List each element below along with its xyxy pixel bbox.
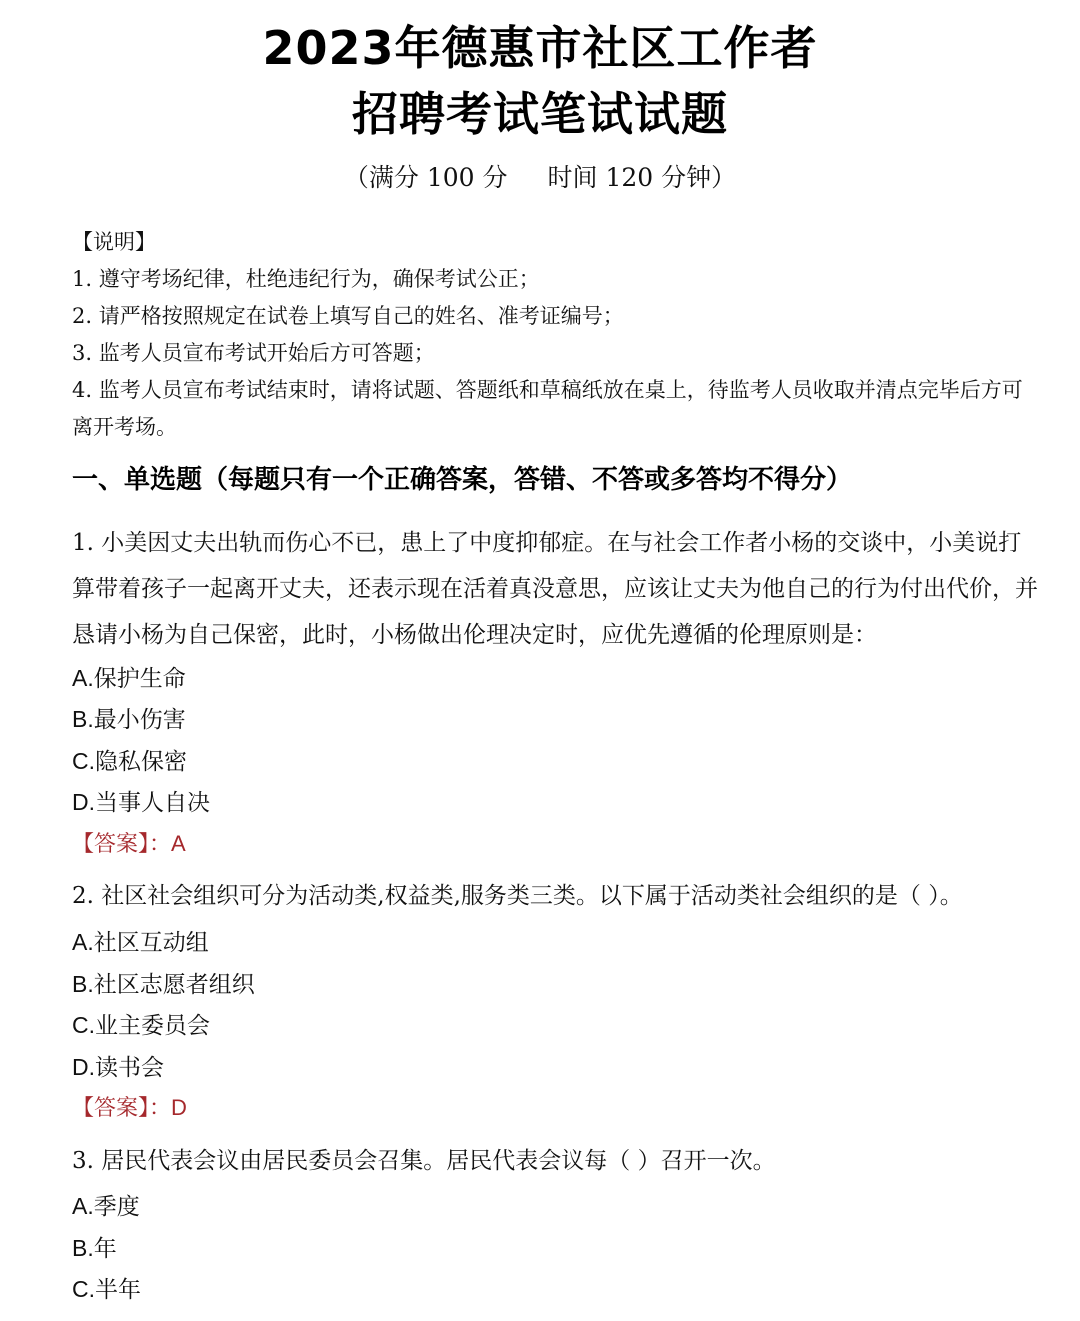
instructions [72,224,1037,446]
question-2-option-b: B.社区志愿者组织 [72,971,255,997]
score-info: （满分 100 分 [343,163,508,192]
question-2-answer [72,1093,187,1124]
question-3-option-a: A.季度 [72,1193,140,1219]
page-title-line2: 招聘考试笔试试题 [352,87,728,141]
question-3-text: 3. 居民代表会议由居民委员会召集。居民代表会议每（ ）召开一次。 [72,1148,776,1174]
question-2-option-d: D.读书会 [72,1054,164,1080]
exam-meta [0,160,1080,196]
answer-label: 【答案】： [72,1096,172,1121]
question-2-option-a: A.社区互动组 [72,929,209,955]
question-1-option-b: B.最小伤害 [72,706,186,732]
question-1-text: 1. 小美因丈夫出轨而伤心不已，患上了中度抑郁症。在与社会工作者小杨的交谈中，小美说打算带着孩子一起离开丈夫，还表示现在活着真没意思，应该让丈夫为他自己的行为付出代价，并恳请小杨为自己保密，此时，小杨做出伦理决定时，应优先遵循的伦理原则是： [72,530,1038,648]
question-1-answer [72,829,186,860]
instruction-item: 2. 请严格按照规定在试卷上填写自己的姓名、准考证编号； [72,304,624,328]
answer-value: A [171,831,186,856]
time-info: 时间 120 分钟） [547,163,737,192]
instruction-item: 1. 遵守考场纪律，杜绝违纪行为，确保考试公正； [72,267,540,291]
instructions-heading: 【说明】 [72,230,156,254]
instruction-item: 4. 监考人员宣布考试结束时，请将试题、答题纸和草稿纸放在桌上，待监考人员收取并清点完毕后方可离开考场。 [72,378,1023,439]
question-1-option-d: D.当事人自决 [72,789,210,815]
question-1-option-c: C.隐私保密 [72,748,187,774]
answer-label: 【答案】： [72,832,172,857]
question-1-option-a: A.保护生命 [72,665,186,691]
question-3-option-c: C.半年 [72,1276,141,1302]
answer-value: D [171,1095,187,1120]
question-3-option-b: B.年 [72,1235,117,1261]
question-2-option-c: C.业主委员会 [72,1012,210,1038]
section-title: 一、单选题（每题只有一个正确答案，答错、不答或多答均不得分） [72,465,853,495]
instruction-item: 3. 监考人员宣布考试开始后方可答题； [72,341,435,365]
question-2-text: 2. 社区社会组织可分为活动类,权益类,服务类三类。以下属于活动类社会组织的是（ ）。 [72,883,963,909]
page-title-line1: 2023年德惠市社区工作者 [262,21,818,75]
